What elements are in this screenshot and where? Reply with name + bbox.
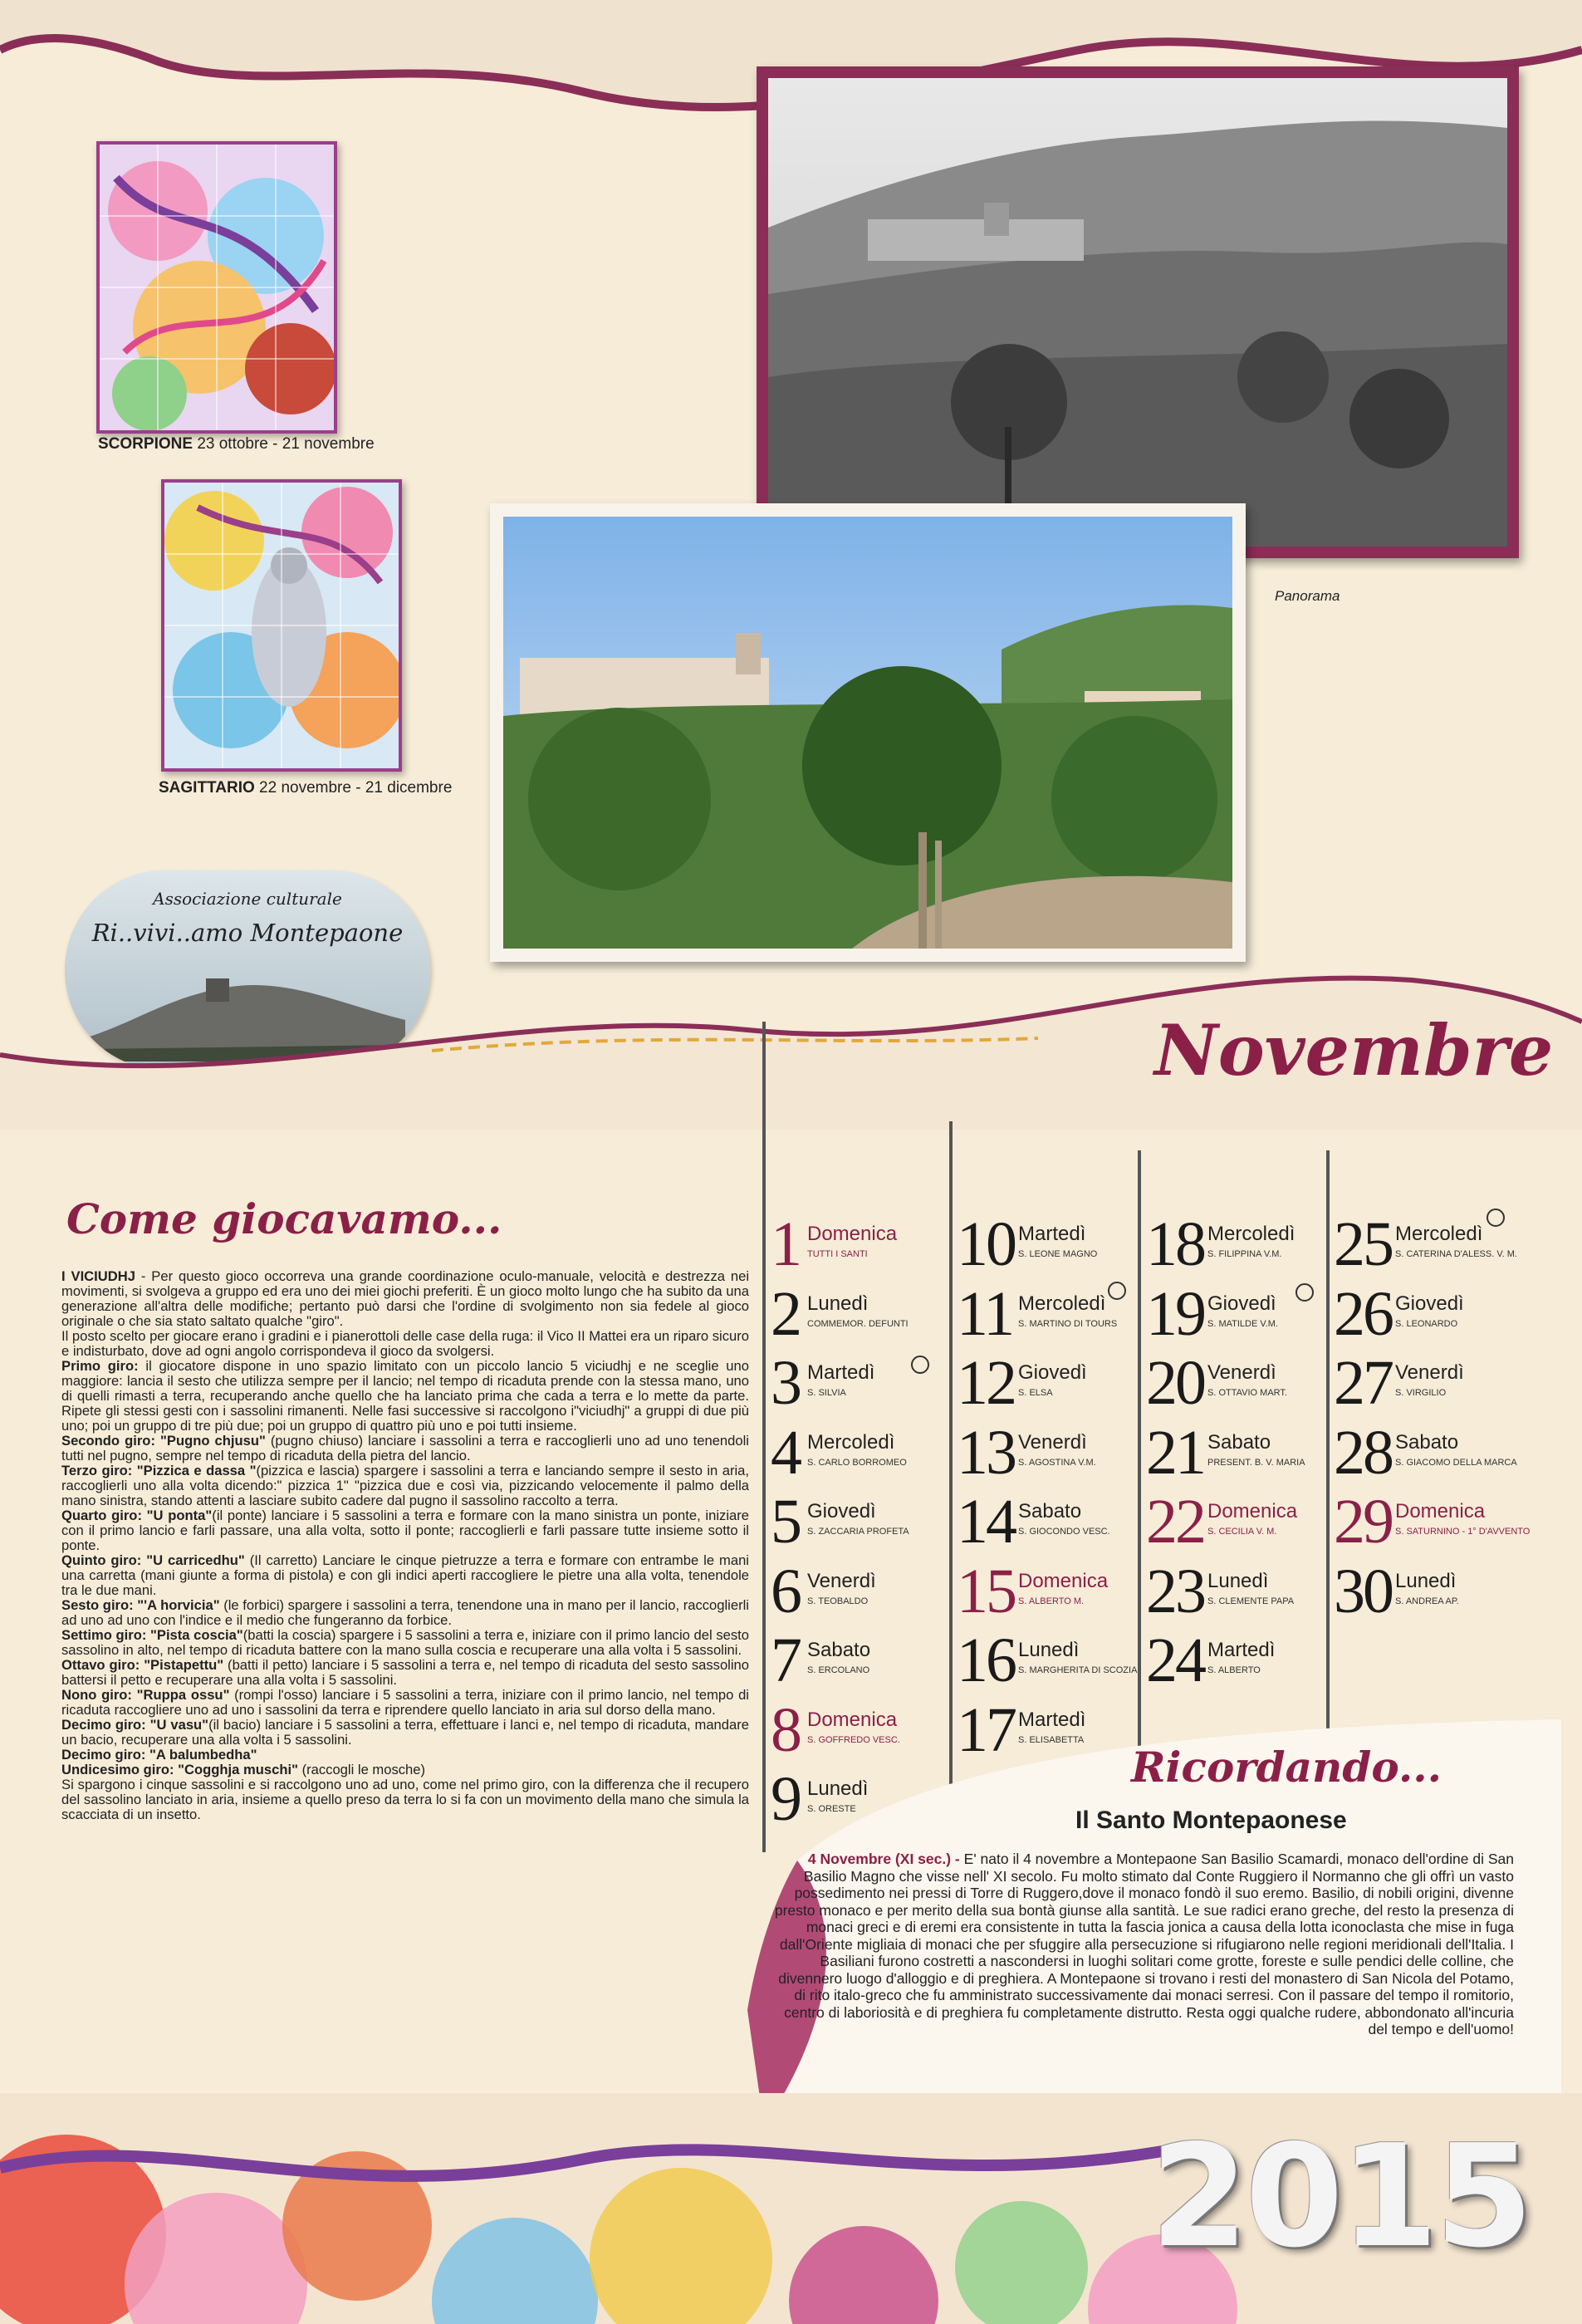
weekday-name: Venerdì	[1018, 1430, 1087, 1454]
day-number: 19	[1146, 1278, 1204, 1349]
calendar-day	[771, 1558, 953, 1625]
weekday-name: Venerdì	[1207, 1361, 1276, 1384]
saint-name: S. TEOBALDO	[807, 1596, 869, 1606]
game-paragraph-text: (batti la coscia) spargere i 5 sassolini a terra e, iniziare con il primo lancio del sesto sassolino in alto, nel tempo di ricaduta battere con la mano sulla coscia e recuperare una alla volta i 5 sassolini.	[61, 1627, 749, 1658]
year: 2015	[1150, 2115, 1531, 2279]
game-paragraph-label: Sesto giro: "'A horvicia"	[61, 1597, 220, 1613]
saint-name: COMMEMOR. DEFUNTI	[807, 1318, 909, 1329]
weekday-name: Lunedì	[1207, 1569, 1269, 1592]
day-number: 5	[771, 1487, 800, 1557]
game-paragraph-text: Il posto scelto per giocare erano i gradini e i pianerottoli delle case della ruga: il Vico II Mattei era un riparo sicuro e indisturbato, dove ad ogni angolo corrispondeva il gioco da svolgersi.	[61, 1328, 749, 1359]
day-number: 24	[1146, 1625, 1204, 1695]
calendar-day	[1334, 1350, 1516, 1416]
section-title: Come giocavamo...	[66, 1194, 502, 1243]
moon-phase-icon	[1295, 1283, 1314, 1302]
game-paragraph-text: (Il carretto) Lanciare le cinque pietruzze a terra e formare con entrambe le mani una carretta (mani giunte a forma di pistola) e con gli indici aperti raccogliere le pietre una alla volta, tenendole tra le due mani.	[61, 1552, 749, 1598]
calendar-day	[1146, 1211, 1329, 1277]
weekday-name: Giovedì	[1395, 1292, 1464, 1315]
color-photo-frame	[490, 503, 1246, 962]
game-paragraph-text: (pizzica e lascia) spargere i sassolini a terra e lanciando sempre il sesto in aria, raccoglierli uno alla volta dicendo:" pizzica 1" "pizzica due e così via, pizzicando velocemente il palmo della mano sinistra, stando attenti a lasciare subito cadere dal pugno il sassolino raccolto a terra.	[61, 1463, 749, 1508]
game-paragraph	[61, 1508, 749, 1553]
game-paragraph	[61, 1628, 749, 1658]
day-number: 10	[957, 1209, 1015, 1279]
scorpione-painting	[100, 145, 334, 430]
ricordando-title: Ricordando...	[1131, 1743, 1442, 1792]
weekday-name: Domenica	[1018, 1569, 1109, 1592]
game-paragraph	[61, 1434, 749, 1464]
saint-name: S. OTTAVIO MART.	[1207, 1388, 1287, 1398]
day-number: 28	[1334, 1417, 1392, 1488]
saint-name: S. MARGHERITA DI SCOZIA	[1018, 1665, 1138, 1675]
day-number: 20	[1146, 1348, 1204, 1418]
calendar-day	[957, 1350, 1139, 1416]
day-number: 27	[1334, 1348, 1392, 1418]
saint-name: S. ELISABETTA	[1018, 1734, 1085, 1745]
weekday-name: Domenica	[1395, 1500, 1486, 1522]
day-number: 30	[1334, 1556, 1392, 1626]
calendar-day	[771, 1627, 953, 1694]
weekday-name: Lunedì	[1018, 1639, 1080, 1661]
game-paragraph-label: Nono giro: "Ruppa ossu"	[61, 1687, 230, 1703]
weekday-name: Lunedì	[1395, 1569, 1457, 1592]
weekday-name: Martedì	[1207, 1639, 1276, 1661]
weekday-name: Mercoledì	[1018, 1292, 1106, 1315]
saint-name: S. CARLO BORROMEO	[807, 1457, 907, 1468]
game-paragraph	[61, 1688, 749, 1718]
saint-name: PRESENT. B. V. MARIA	[1207, 1457, 1305, 1468]
game-paragraph	[61, 1763, 749, 1777]
saint-name: S. GIOCONDO VESC.	[1018, 1527, 1110, 1537]
game-paragraph-label: Undicesimo giro: "Cogghja muschi"	[61, 1762, 298, 1777]
moon-phase-icon	[1108, 1282, 1126, 1300]
day-number: 14	[957, 1487, 1015, 1557]
weekday-name: Mercoledì	[807, 1430, 895, 1454]
weekday-name: Mercoledì	[1395, 1223, 1483, 1245]
saint-name: S. CLEMENTE PAPA	[1207, 1596, 1295, 1606]
weekday-name: Martedì	[1018, 1708, 1086, 1731]
scorpione-caption: SCORPIONE 23 ottobre - 21 novembre	[98, 435, 375, 453]
saint-name: S. MARTINO DI TOURS	[1018, 1318, 1118, 1329]
weekday-name: Lunedì	[807, 1777, 869, 1800]
weekday-name: Martedì	[1018, 1223, 1086, 1245]
game-paragraph-label: Quarto giro: "U ponta"	[61, 1508, 213, 1523]
calendar-day	[957, 1488, 1139, 1555]
calendar-day	[1334, 1419, 1516, 1486]
game-description	[61, 1269, 749, 1822]
weekday-name: Giovedì	[807, 1500, 876, 1522]
game-paragraph-label: Quinto giro: "U carricedhu"	[61, 1552, 245, 1568]
saint-name: TUTTI I SANTI	[807, 1249, 868, 1259]
saint-name: S. ERCOLANO	[807, 1665, 870, 1675]
game-paragraph-text: (il bacio) lanciare i 5 sassolini a terra, effettuare i lanci e, nel tempo di ricaduta, mandare un bacio, recuperare una alla volta i 5 sassolini.	[61, 1717, 749, 1748]
ricordando-text: 4 Novembre (XI sec.) - E' nato il 4 novembre a Montepaone San Basilio Scamardi, monaco dell'ordine di San Basilio Magno che visse nell' XI secolo. Fu molto stimato dal Conte Ruggiero il Normanno che gli offrì un vasto possedimento nei pressi di Torre di Ruggero,dove il monaco fondò il suo eremo. Basilio, di nobili origini, divenne presto monaco e per merito della sua bontà giunse alla santità. Le sue radici erano greche, del resto la presenza di monaci greci e di eremi era consistente in tutta la fascia jonica a causa della lotta iconoclasta che mise in fuga dall'Oriente migliaia di monaci che per sfuggire alla persecuzione si rifugiarono nelle regioni meridionali dell'Italia. I Basiliani furono costretti a nascondersi in luoghi solitari come grotte, foreste e sulle pendici delle colline, che divennero luogo d'alloggio e di preghiera. A Montepaone si trovano i resti del monastero di San Nicola del Potamo, di rito italo-greco che fu amministrato successivamente dai monaci serresi. Con il passare del tempo il romitorio, centro di laboriosità e di preghiera fu completamente distrutto. Resta oggi qualche rudere, abbondonato all'incuria del tempo e dell'uomo!	[774, 1851, 1514, 2037]
day-number: 18	[1146, 1209, 1204, 1279]
calendar-day	[957, 1627, 1139, 1694]
day-number: 22	[1146, 1487, 1204, 1557]
day-number: 6	[771, 1556, 800, 1626]
day-number: 16	[957, 1625, 1015, 1695]
game-paragraph	[61, 1464, 749, 1508]
weekday-name: Mercoledì	[1207, 1223, 1295, 1245]
association-line1: Associazione culturale	[153, 889, 342, 909]
saint-name: S. ANDREA AP.	[1395, 1596, 1459, 1606]
calendar-day	[771, 1488, 953, 1555]
saint-name: S. ELSA	[1018, 1388, 1053, 1398]
ricordando-subtitle: Il Santo Montepaonese	[1075, 1807, 1347, 1834]
sagittario-artwork	[161, 479, 402, 772]
weekday-name: Domenica	[807, 1708, 898, 1731]
saint-name: S. LEONARDO	[1395, 1318, 1458, 1329]
saint-name: S. VIRGILIO	[1395, 1388, 1447, 1398]
day-number: 23	[1146, 1556, 1204, 1626]
calendar-day	[1146, 1627, 1329, 1694]
calendar-day	[1146, 1558, 1329, 1625]
weekday-name: Giovedì	[1207, 1292, 1276, 1315]
day-number: 21	[1146, 1417, 1204, 1488]
village-color-photo	[503, 517, 1232, 949]
calendar-day	[1146, 1350, 1329, 1416]
day-number: 29	[1334, 1487, 1392, 1557]
calendar-day	[771, 1419, 953, 1486]
game-paragraph-text: (rompi l'osso) lanciare i 5 sassolini a terra, iniziare con il primo lancio, nel tempo di ricaduta raccogliere uno ad uno i sassolini da terra e riprendere quello lanciato in aria sul dorso della mano.	[61, 1687, 749, 1718]
game-paragraph-text: (il ponte) lanciare i 5 sassolini a terra e formare con la mano sinistra un ponte, iniziare con il primo lancio e farli passare, una alla volta, sotto il ponte; raccoglierli e farli passare tutte insieme sotto il ponte.	[61, 1508, 749, 1553]
day-number: 7	[771, 1625, 800, 1695]
game-paragraph-label: Terzo giro: "Pizzica e dassa "	[61, 1463, 257, 1478]
saint-name: S. FILIPPINA V.M.	[1207, 1249, 1282, 1259]
day-number: 2	[771, 1278, 800, 1349]
historic-photo-frame	[757, 66, 1519, 558]
day-number: 4	[771, 1417, 800, 1488]
weekday-name: Venerdì	[807, 1569, 876, 1592]
sagittario-painting	[164, 483, 399, 768]
game-paragraph-label: Settimo giro: "Pista coscia"	[61, 1627, 243, 1643]
saint-name: S. SATURNINO - 1° D'AVVENTO	[1395, 1527, 1531, 1537]
game-paragraph-label: I VICIUDHJ	[61, 1268, 135, 1284]
weekday-name: Lunedì	[807, 1292, 869, 1315]
game-paragraph	[61, 1359, 749, 1434]
game-paragraph-text: (pugno chiuso) lanciare i sassolini a terra e raccoglierli uno ad uno tenendoli tutti nel pugno, sempre nel tempo di ricaduta della pietra del lancio.	[61, 1433, 749, 1464]
weekday-name: Sabato	[1207, 1430, 1271, 1454]
game-paragraph-text: (le forbici) spargere i sassolini a terra, tenendone una in mano per il lancio, raccoglierli ad uno ad uno con l'indice e il medio che fungeranno da forbice.	[61, 1597, 749, 1628]
game-paragraph-label: Primo giro:	[61, 1358, 139, 1374]
calendar-day	[771, 1278, 953, 1349]
calendar-day	[771, 1211, 953, 1277]
weekday-name: Domenica	[1207, 1500, 1298, 1522]
calendar-day	[1334, 1487, 1531, 1557]
game-paragraph-text: (batti il petto) lanciare i 5 sassolini a terra e, nel tempo di ricaduta del sesto sassolino battersi il petto e recuperare una alla volta i 5 sassolini.	[61, 1657, 749, 1688]
moon-phase-icon	[911, 1356, 929, 1374]
day-number: 1	[771, 1209, 800, 1279]
moon-phase-icon	[1486, 1209, 1505, 1227]
day-number: 12	[957, 1348, 1015, 1418]
scorpione-artwork	[96, 141, 337, 434]
day-number: 11	[957, 1278, 1013, 1349]
day-number: 9	[771, 1764, 800, 1834]
saint-name: S. CECILIA V. M.	[1207, 1527, 1277, 1537]
saint-name: S. ORESTE	[807, 1804, 856, 1814]
weekday-name: Venerdì	[1395, 1361, 1464, 1384]
saint-name: S. CATERINA D'ALESS. V. M.	[1395, 1249, 1517, 1259]
weekday-name: Martedì	[807, 1361, 875, 1384]
month-title: Novembre	[1154, 1009, 1554, 1091]
weekday-name: Sabato	[1018, 1500, 1082, 1522]
game-paragraph	[61, 1329, 749, 1359]
weekday-name: Domenica	[807, 1223, 898, 1245]
calendar-day	[1334, 1278, 1516, 1349]
weekday-name: Giovedì	[1018, 1361, 1087, 1384]
game-paragraph	[61, 1748, 749, 1763]
game-paragraph-text: - Per questo gioco occorreva una grande coordinazione oculo-manuale, velocità e destrezza nei movimenti, si svolgeva a gruppo ed era uno dei miei giochi preferiti. È un gioco molto lungo che ha subito da una generazione all'altra delle modifiche; pertanto può darsi che l'ordine di svolgimento non sia fedele al gioco originale o che sia stato saltato qualche "giro".	[61, 1268, 750, 1329]
game-paragraph-label: Decimo giro: "U vasu"	[61, 1717, 209, 1733]
saint-name: S. ALBERTO	[1207, 1665, 1261, 1675]
saint-name: S. ZACCARIA PROFETA	[807, 1527, 909, 1537]
saint-name: S. ALBERTO M.	[1018, 1596, 1085, 1606]
saint-name: S. GOFFREDO VESC.	[807, 1734, 900, 1745]
calendar-day	[1146, 1488, 1329, 1555]
calendar-day	[957, 1211, 1139, 1277]
day-number: 13	[957, 1417, 1015, 1488]
calendar-day	[957, 1558, 1139, 1625]
day-number: 8	[771, 1694, 800, 1765]
day-number: 3	[771, 1348, 800, 1418]
saint-name: S. LEONE MAGNO	[1018, 1249, 1098, 1259]
day-number: 26	[1334, 1278, 1392, 1349]
day-number: 15	[957, 1556, 1015, 1626]
calendar-day	[957, 1419, 1139, 1486]
game-paragraph	[61, 1777, 749, 1822]
weekday-name: Sabato	[1395, 1430, 1459, 1454]
saint-name: S. GIACOMO DELLA MARCA	[1395, 1457, 1517, 1468]
game-paragraph	[61, 1269, 749, 1329]
game-paragraph	[61, 1658, 749, 1688]
photo-caption: Panorama	[1275, 588, 1340, 604]
game-paragraph-text: il giocatore dispone in uno spazio limitato con un piccolo lancio 5 viciudhj e ne sceglie uno maggiore: lancia il sesto che utilizza sempre per il lancio; nel tempo di ricaduta prende con la stessa mano, uno di quelli rimasti a terra, recuperando anche quello che ha lanciato prima che cada a terra e lo mette da parte. Ripete gli stessi gesti con i sassolini rimanenti. Nelle fasi successive si raccolgono i"viciudhj" a gruppi di due più uno; poi un gruppo di tre più due; poi un gruppo di quattro più uno e poi tutti insieme.	[61, 1358, 749, 1434]
day-number: 25	[1334, 1209, 1392, 1279]
sagittario-caption: SAGITTARIO 22 novembre - 21 dicembre	[159, 779, 453, 797]
game-paragraph-text: Si spargono i cinque sassolini e si raccolgono uno ad uno, come nel primo giro, con la differenza che il recupero del sassolino lanciato in aria, insieme a quello preso da terra lo si fa con un movimento della mano che simula la scacciata di un insetto.	[61, 1777, 749, 1822]
game-paragraph-text: (raccogli le mosche)	[297, 1762, 426, 1777]
game-paragraph-label: Ottavo giro: "Pistapettu"	[61, 1657, 224, 1673]
calendar-day	[1146, 1419, 1329, 1486]
game-paragraph	[61, 1553, 749, 1598]
saint-name: S. AGOSTINA V.M.	[1018, 1457, 1096, 1468]
game-paragraph	[61, 1718, 749, 1748]
historic-panorama-photo	[768, 78, 1507, 547]
game-paragraph-label: Secondo giro: "Pugno chjusu"	[61, 1433, 266, 1449]
game-paragraph-label: Decimo giro: "A balumbedha"	[61, 1747, 257, 1763]
day-number: 17	[957, 1694, 1015, 1765]
saint-name: S. MATILDE V.M.	[1207, 1318, 1278, 1329]
game-paragraph	[61, 1598, 749, 1628]
saint-name: S. SILVIA	[807, 1388, 846, 1398]
calendar-day	[1334, 1558, 1516, 1625]
association-line2: Ri..vivi..amo Montepaone	[91, 919, 404, 947]
weekday-name: Sabato	[807, 1639, 871, 1661]
